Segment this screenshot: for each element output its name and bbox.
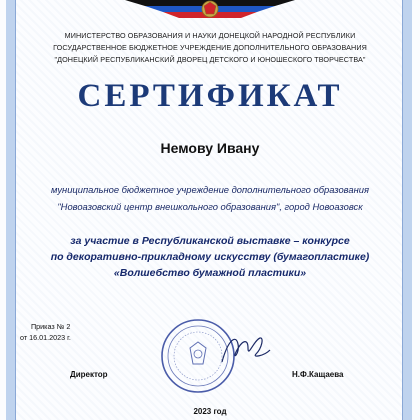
palace-line: "ДОНЕЦКИЙ РЕСПУБЛИКАНСКИЙ ДВОРЕЦ ДЕТСКОГО И ЮНОШЕСКОГО ТВОРЧЕСТВА" [54, 55, 366, 64]
certificate-title: СЕРТИФИКАТ [77, 78, 343, 114]
director-name: Н.Ф.Кащаева [292, 370, 344, 379]
award-line-3: «Волшебство бумажной пластики» [113, 267, 307, 279]
award-line-1: за участие в Республиканской выставке – конкурсе [70, 235, 350, 247]
award-line-2: по декоративно-прикладному искусству (бумагопластике) [50, 251, 370, 263]
certificate-year: 2023 год [193, 407, 227, 416]
recipient-name: Немову Ивану [160, 140, 260, 156]
ministry-line: МИНИСТЕРСТВО ОБРАЗОВАНИЯ И НАУКИ ДОНЕЦКОЙ НАРОДНОЙ РЕСПУБЛИКИ [64, 31, 356, 40]
flag-emblem-icon [125, 0, 295, 20]
institution-line: ГОСУДАРСТВЕННОЕ БЮДЖЕТНОЕ УЧРЕЖДЕНИЕ ДОПОЛНИТЕЛЬНОГО ОБРАЗОВАНИЯ [53, 43, 367, 52]
handwritten-signature-icon [218, 330, 272, 370]
director-title: Директор [70, 370, 108, 379]
order-number: Приказ № 2 [31, 322, 71, 331]
order-date: от 16.01.2023 г. [20, 333, 71, 342]
organization-line-1: муниципальное бюджетное учреждение дополнительного образования [51, 184, 369, 195]
organization-line-2: "Новоазовский центр внешкольного образования", город Новоазовск [57, 201, 363, 212]
